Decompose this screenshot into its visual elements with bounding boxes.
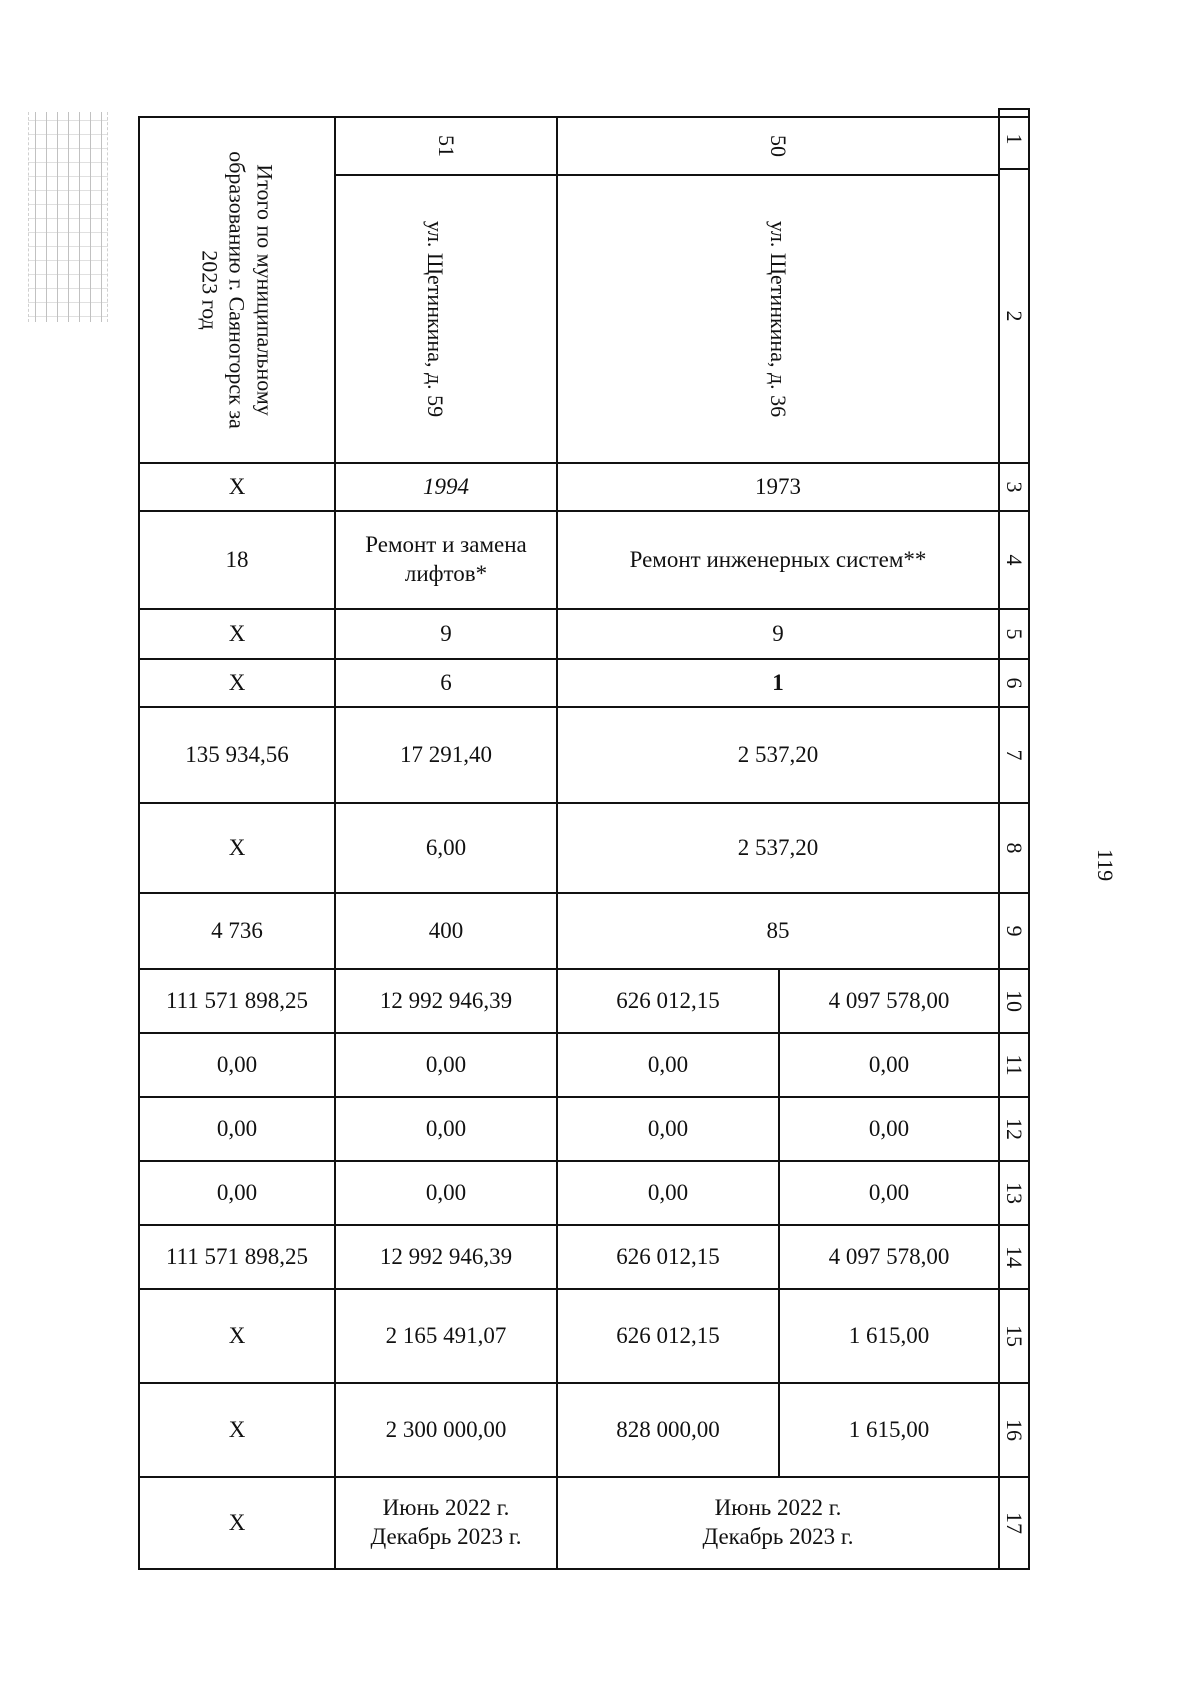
row51-c5: 9: [440, 620, 452, 646]
page-number: 119: [1093, 848, 1118, 882]
row50-c6: 1: [772, 669, 784, 695]
row50-c4: Ремонт инженерных систем**: [629, 546, 927, 572]
row51-c11: 0,00: [425, 1051, 467, 1077]
row50-c8: 2 537,20: [737, 834, 819, 860]
col-num-10: 10: [1001, 990, 1027, 1012]
row50-c17-start: Июнь 2022 г.: [714, 1495, 842, 1521]
row51-c17: [336, 1478, 556, 1568]
row51-c15: 2 165 491,07: [385, 1322, 507, 1348]
row50-c9: 85: [766, 917, 790, 943]
total-c12: 0,00: [216, 1115, 258, 1141]
row51-c8: 6,00: [425, 834, 467, 860]
row50-c13a: 0,00: [647, 1179, 689, 1205]
row51-address: ул. Щетинкина, д. 59: [422, 220, 448, 418]
row50-c10a: 626 012,15: [616, 987, 720, 1013]
row50-c14b: 4 097 578,00: [828, 1243, 950, 1269]
total-c9: 4 736: [211, 917, 263, 943]
total-c13: 0,00: [216, 1179, 258, 1205]
row51-c6: 6: [440, 669, 452, 695]
col-num-12: 12: [1001, 1118, 1027, 1140]
col-num-2: 2: [1001, 310, 1027, 322]
row51-c13: 0,00: [425, 1179, 467, 1205]
col-num-17: 17: [1001, 1512, 1027, 1534]
row50-c11b: 0,00: [868, 1051, 910, 1077]
col-num-9: 9: [1001, 925, 1027, 937]
row50-c15a: 626 012,15: [616, 1322, 720, 1348]
col-num-8: 8: [1001, 842, 1027, 854]
row51-num: 51: [433, 135, 459, 157]
row51-c14: 12 992 946,39: [379, 1243, 513, 1269]
total-c8: Х: [228, 834, 246, 860]
col-num-5: 5: [1001, 628, 1027, 640]
row51-c3: 1994: [423, 473, 469, 499]
row51-c17-start: Июнь 2022 г.: [382, 1495, 510, 1521]
total-c7: 135 934,56: [185, 741, 289, 767]
row51-c16: 2 300 000,00: [385, 1416, 507, 1442]
col-num-3: 3: [1001, 481, 1027, 493]
row50-c16a: 828 000,00: [616, 1416, 720, 1442]
row50-c7: 2 537,20: [737, 741, 819, 767]
total-c4: 18: [225, 546, 249, 572]
col-num-13: 13: [1001, 1182, 1027, 1204]
row50-c16b: 1 615,00: [848, 1416, 930, 1442]
total-c16: Х: [228, 1416, 246, 1442]
row51-c4: Ремонт и замена лифтов*: [365, 532, 527, 586]
row50-c5: 9: [772, 620, 784, 646]
col-num-6: 6: [1001, 677, 1027, 689]
col-num-14: 14: [1001, 1246, 1027, 1268]
row50-c12a: 0,00: [647, 1115, 689, 1141]
total-c17: Х: [228, 1509, 246, 1535]
row51-c10: 12 992 946,39: [379, 987, 513, 1013]
row51-c9: 400: [428, 917, 464, 943]
total-c11: 0,00: [216, 1051, 258, 1077]
total-c6: Х: [228, 669, 246, 695]
row50-c17: [558, 1478, 998, 1568]
total-c5: Х: [228, 620, 246, 646]
row51-c7: 17 291,40: [400, 741, 492, 767]
total-c15: Х: [228, 1322, 246, 1348]
total-label: Итого по муниципальному образованию г. Саяногорск за 2023 год: [197, 151, 278, 429]
row50-address: ул. Щетинкина, д. 36: [765, 220, 791, 418]
col-num-4: 4: [1001, 554, 1027, 566]
total-c10: 111 571 898,25: [165, 987, 309, 1013]
col-num-11: 11: [1001, 1054, 1027, 1076]
row50-c13b: 0,00: [868, 1179, 910, 1205]
total-c14: 111 571 898,25: [165, 1243, 309, 1269]
row50-c15b: 1 615,00: [848, 1322, 930, 1348]
row51-c12: 0,00: [425, 1115, 467, 1141]
col-num-7: 7: [1001, 749, 1027, 761]
col-num-16: 16: [1001, 1419, 1027, 1441]
row50-c17-end: Декабрь 2023 г.: [702, 1524, 854, 1549]
row51-c17-end: Декабрь 2023 г.: [370, 1524, 522, 1549]
total-c3: Х: [228, 473, 246, 499]
row50-c11a: 0,00: [647, 1051, 689, 1077]
col-num-15: 15: [1001, 1325, 1027, 1347]
row50-c12b: 0,00: [868, 1115, 910, 1141]
row50-c10b: 4 097 578,00: [828, 987, 950, 1013]
row50-num: 50: [765, 135, 791, 157]
col-num-1: 1: [1001, 133, 1027, 145]
stamp-mark: [28, 112, 108, 322]
row50-c3: 1973: [755, 473, 801, 499]
row50-c14a: 626 012,15: [616, 1243, 720, 1269]
